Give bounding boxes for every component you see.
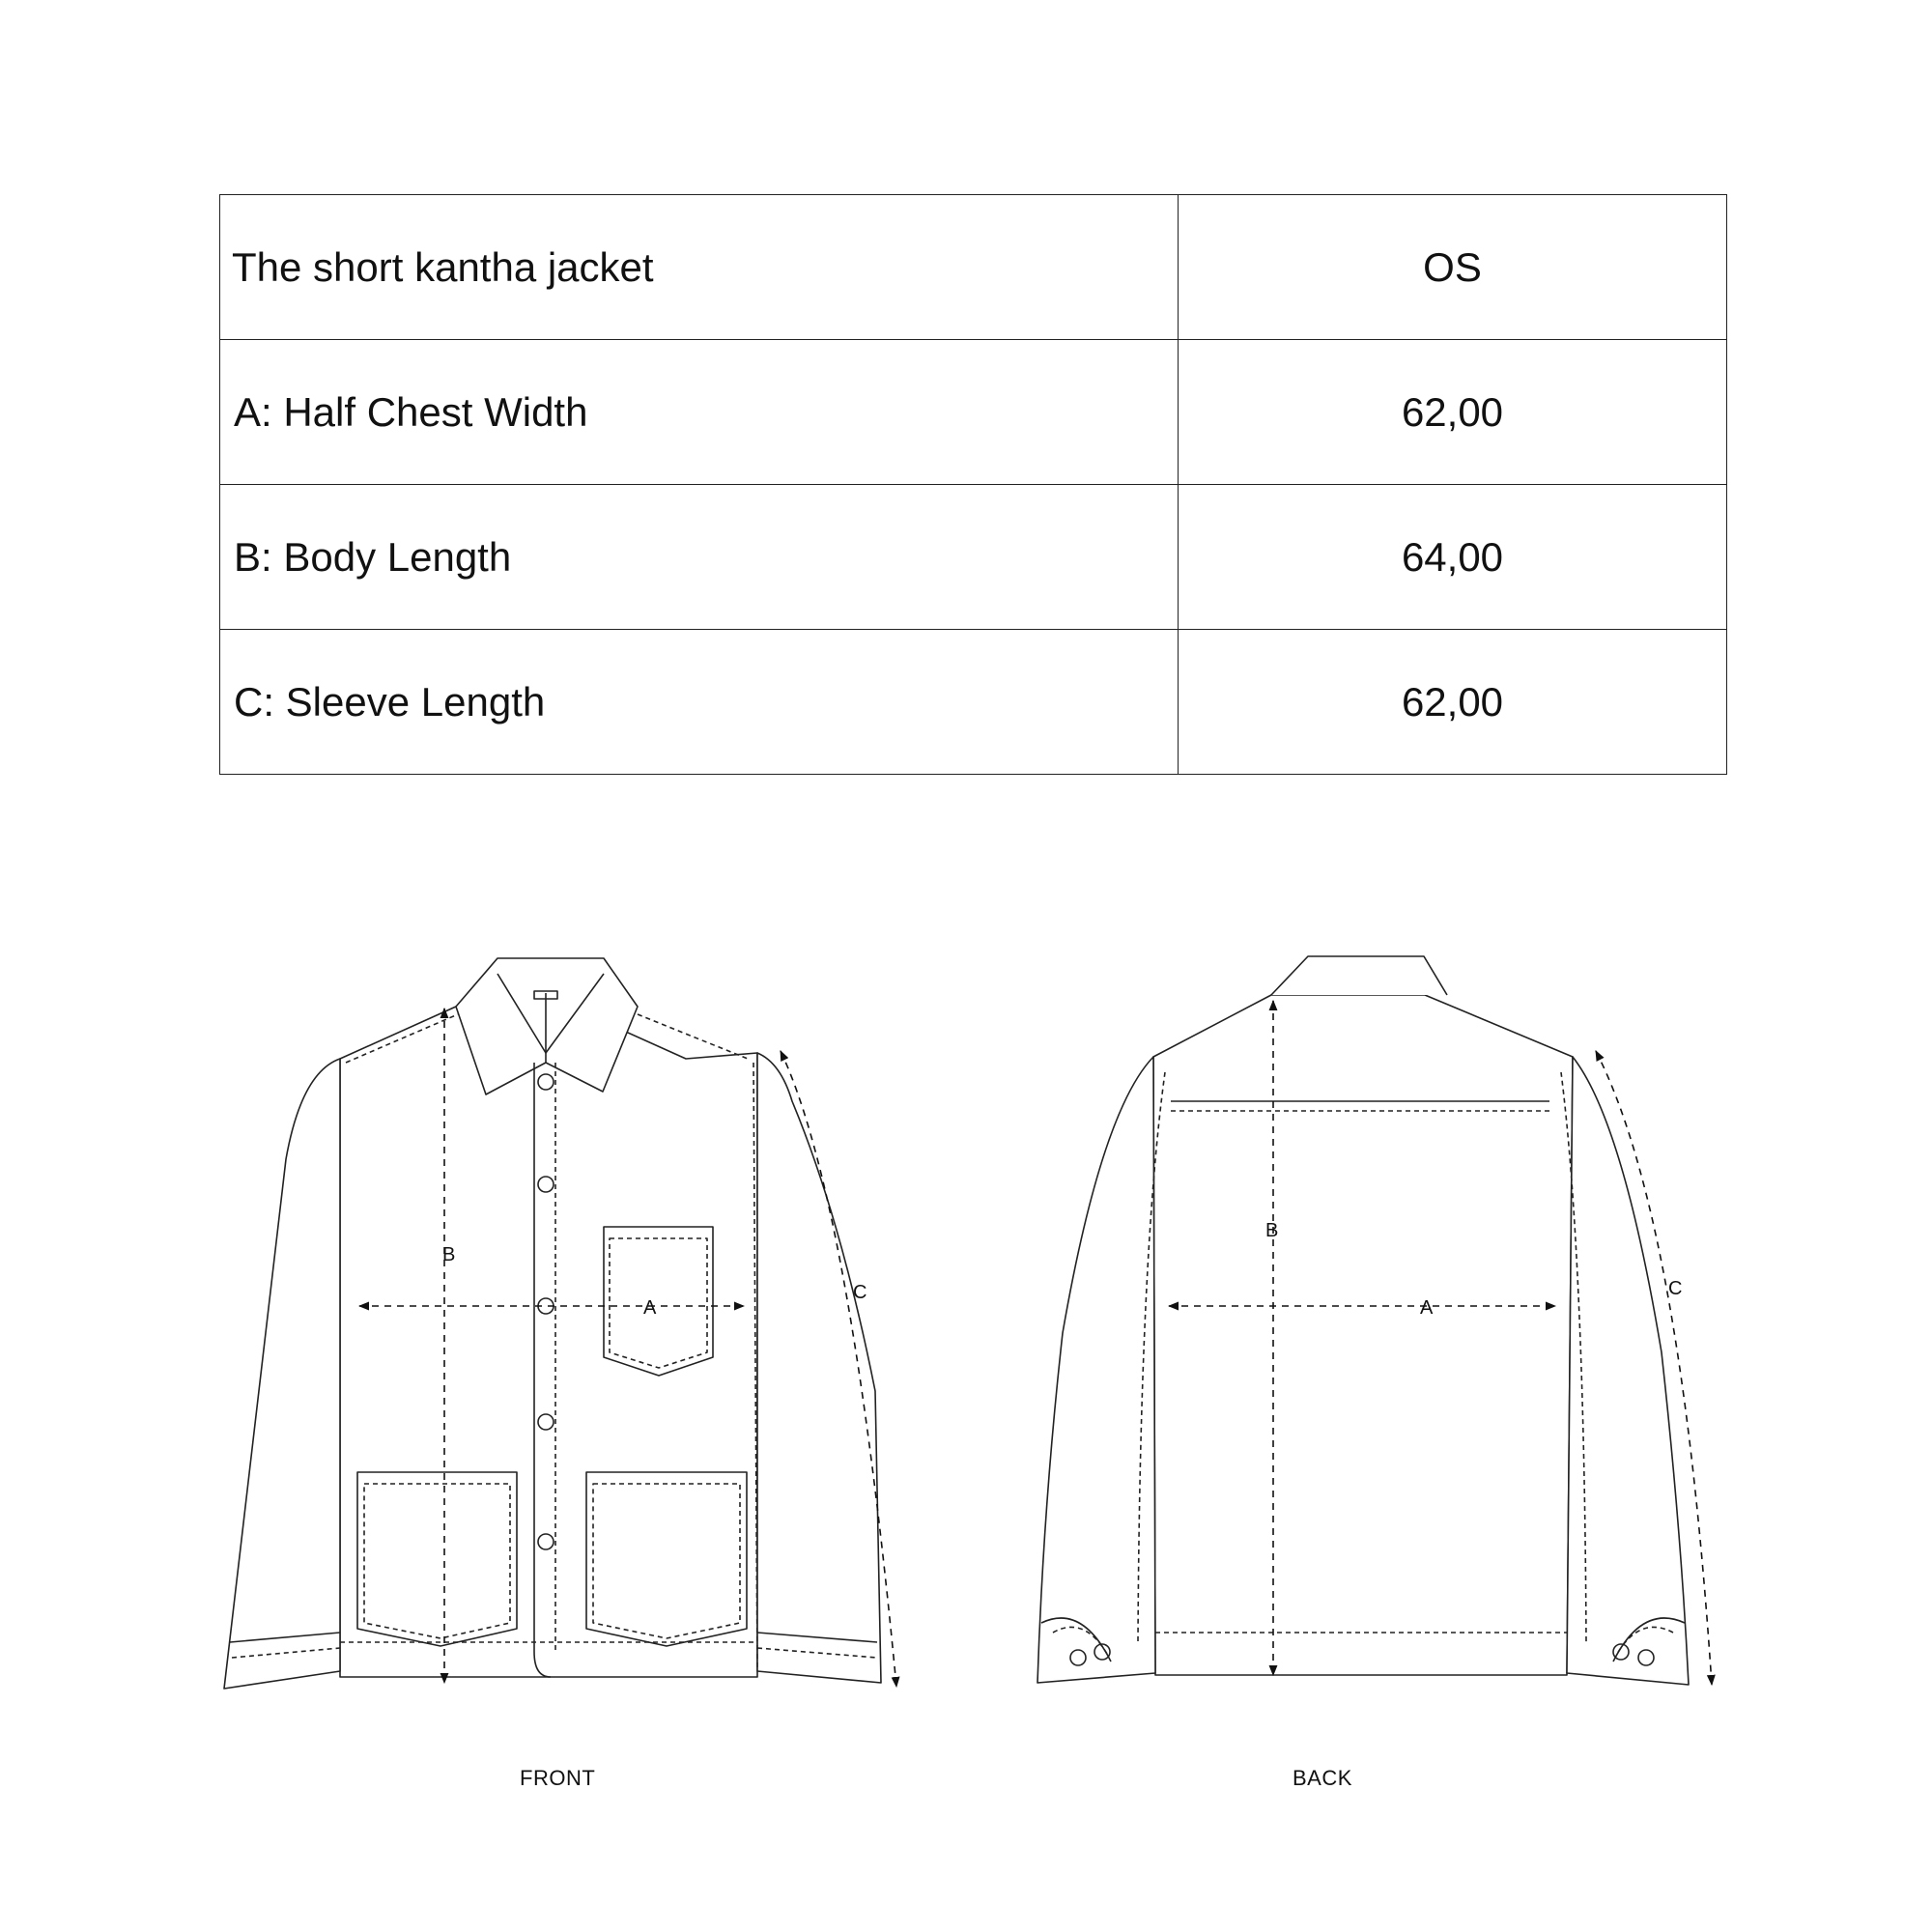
back-label-c: C [1668,1278,1683,1299]
product-name: The short kantha jacket [220,195,1179,340]
measurement-value: 64,00 [1179,485,1727,630]
measurement-value: 62,00 [1179,340,1727,485]
measurement-label: B: Body Length [220,485,1179,630]
measurement-value: 62,00 [1179,630,1727,775]
front-label-a: A [643,1297,657,1319]
back-caption: BACK [1293,1766,1352,1790]
front-jacket-drawing [224,958,881,1689]
back-label-b: B [1265,1220,1279,1241]
back-jacket-drawing [1037,956,1689,1685]
measurement-label: A: Half Chest Width [220,340,1179,485]
front-label-b: B [442,1244,456,1265]
front-label-c: C [853,1282,867,1303]
size-header: OS [1179,195,1727,340]
front-caption: FRONT [520,1766,596,1790]
measurement-label: C: Sleeve Length [220,630,1179,775]
back-label-a: A [1420,1297,1434,1319]
